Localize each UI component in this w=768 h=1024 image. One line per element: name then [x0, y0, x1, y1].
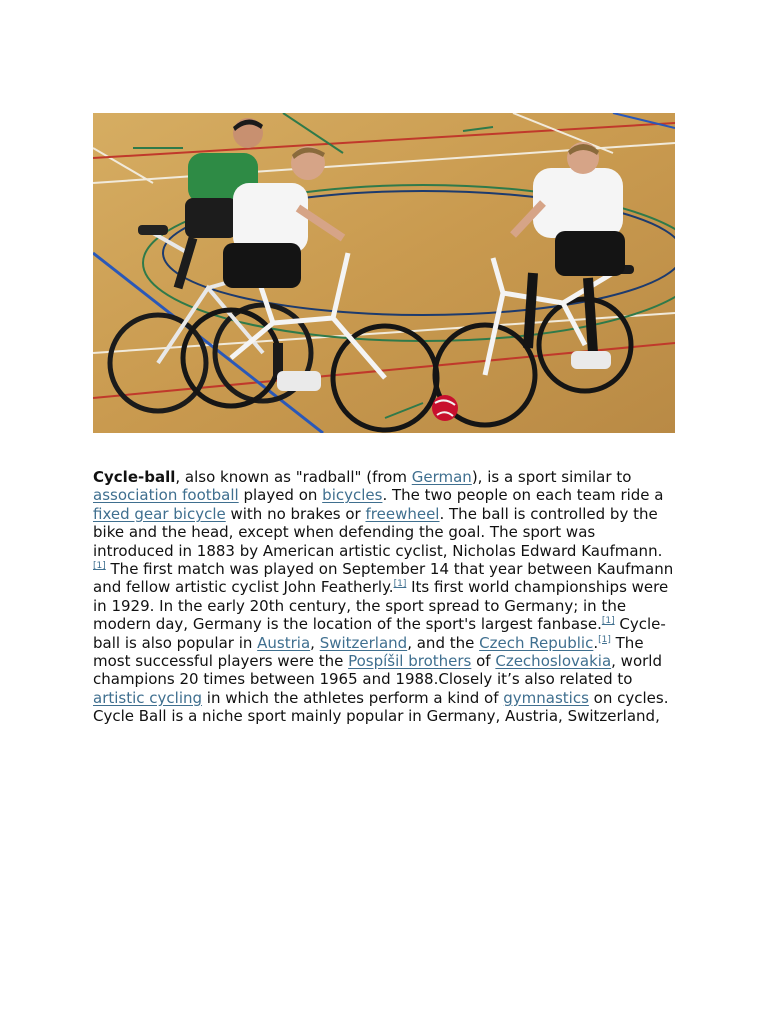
link-czech-republic[interactable]: Czech Republic [479, 633, 594, 652]
citation-ref-3[interactable]: [1] [601, 616, 615, 627]
text-segment: in which the athletes perform a kind of [202, 688, 504, 707]
link-freewheel[interactable]: freewheel [365, 504, 440, 523]
text-segment: with no brakes or [225, 504, 366, 523]
text-segment: . The two people on each team ride a [382, 486, 664, 505]
text-segment: ), is a sport similar to [471, 468, 632, 486]
link-german[interactable]: German [411, 468, 472, 486]
link-gymnastics[interactable]: gymnastics [503, 688, 589, 707]
text-segment: on cycles. Cycle Ball is a niche sport mainly popular in Germany, Austria, Switzerland, [93, 688, 669, 726]
text-segment: , also known as "radball" (from [175, 468, 412, 486]
text-segment: Its first world championships were in 1929. In the early 20th century, the sport spread to Germany; in the modern day, Germany is the location of the sport's largest fanbase. [93, 578, 669, 634]
text-segment: , [310, 633, 320, 652]
text-segment: , world champions 20 times between 1965 and 1988.Closely it’s also related to [93, 652, 662, 689]
citation-ref-4[interactable]: [1] [598, 634, 611, 645]
text-segment: , and the [407, 633, 480, 652]
link-austria[interactable]: Austria [257, 633, 311, 652]
article-paragraph [93, 468, 675, 726]
text-segment: played on [238, 486, 323, 505]
ball [432, 395, 458, 421]
text-segment: The first match was played on September 14 that year between Kaufmann and fellow artistic cyclist John Featherly. [93, 560, 674, 597]
citation-ref-1[interactable]: [1] [93, 561, 106, 572]
text-segment: . The ball is controlled by the bike and the head, except when defending the goal. The sport was introduced in 1883 by American artistic cyclist, Nicholas Edward Kaufmann. [93, 504, 663, 560]
link-bicycles[interactable]: bicycles [322, 486, 383, 505]
text-segment: Cycle-ball is also popular in [93, 615, 666, 652]
link-fixed-gear-bicycle[interactable]: fixed gear bicycle [93, 504, 226, 523]
link-czechoslovakia[interactable]: Czechoslovakia [495, 652, 612, 671]
text-segment: The most successful players were the [93, 633, 644, 671]
text-segment: . [593, 633, 599, 652]
article-title: Cycle-ball [93, 468, 176, 486]
link-pospisil-brothers[interactable]: Pospíšil brothers [348, 652, 472, 671]
link-association-football[interactable]: association football [93, 486, 239, 505]
link-artistic-cycling[interactable]: artistic cycling [93, 688, 203, 707]
link-switzerland[interactable]: Switzerland [319, 633, 408, 652]
cycle-ball-photo [93, 113, 675, 433]
text-segment: of [471, 652, 496, 671]
citation-ref-2[interactable]: [1] [393, 579, 407, 590]
